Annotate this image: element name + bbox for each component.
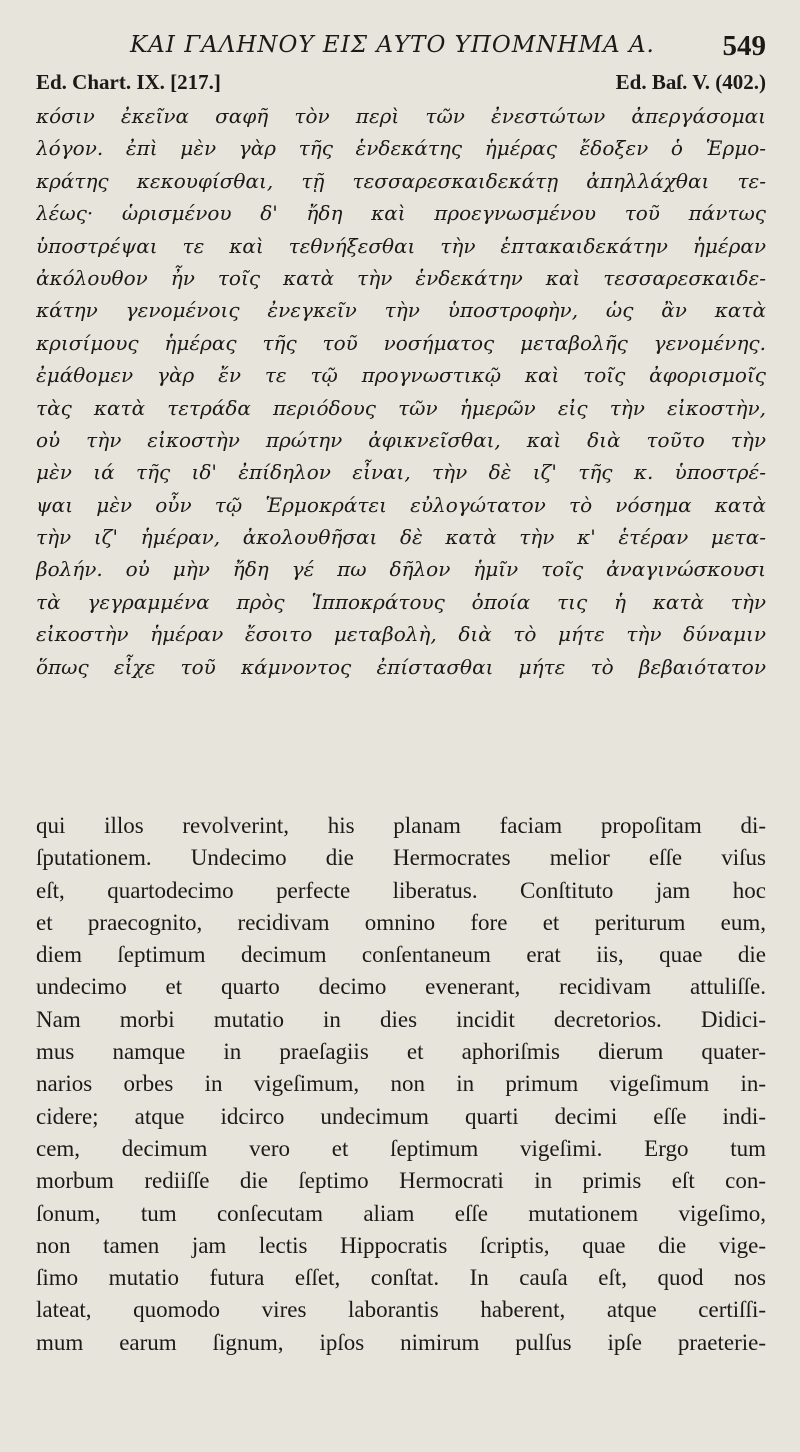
greek-text-block xyxy=(36,100,766,683)
greek-line: ὑποστρέψαι τε καὶ τεθνήξεσθαι τὴν ἑπτακαιδεκάτην ἡμέραν xyxy=(36,233,766,258)
latin-line: et praecognito, recidivam omnino fore et periturum eum, xyxy=(36,909,766,935)
greek-line: ψαι μὲν οὖν τῷ Ἑρμοκράτει εὐλογώτατον τὸ νόσημα κατὰ xyxy=(36,492,766,517)
latin-line: non tamen jam lectis Hippocratis ſcriptis, quae die vige- xyxy=(36,1232,766,1258)
greek-line: μὲν ιά τῆς ιδ' ἐπίδηλον εἶναι, τὴν δὲ ιζ' τῆς κ. ὑποστρέ- xyxy=(36,460,766,485)
greek-line: εἰκοστὴν ἡμέραν ἔσοιτο μεταβολὴ, διὰ τὸ μήτε τὴν δύναμιν xyxy=(36,622,766,647)
running-head xyxy=(0,30,800,70)
greek-line: κάτην γενομένοις ἐνεγκεῖν τὴν ὑποστροφὴν, ὡς ἂν κατὰ xyxy=(36,298,766,323)
latin-text-block xyxy=(36,810,766,1359)
latin-line: cem, decimum vero et ſeptimum vigeſimi. Ergo tum xyxy=(36,1135,766,1161)
latin-line: narios orbes in vigeſimum, non in primum vigeſimum in- xyxy=(36,1071,766,1097)
latin-line: ſimo mutatio futura eſſet, conſtat. In cauſa eſt, quod nos xyxy=(36,1265,766,1291)
latin-line: Nam morbi mutatio in dies incidit decretorios. Didici- xyxy=(36,1006,766,1032)
greek-line: οὐ τὴν εἰκοστὴν πρώτην ἀφικνεῖσθαι, καὶ διὰ τοῦτο τὴν xyxy=(36,427,766,452)
edition-reference-chartier: Ed. Chart. IX. [217.] xyxy=(36,70,221,94)
greek-line: τὰς κατὰ τετράδα περιόδους τῶν ἡμερῶν εἰς τὴν εἰκοστὴν, xyxy=(36,395,766,420)
latin-line: mum earum ſignum, ipſos nimirum pulſus ipſe praeterie- xyxy=(36,1329,766,1355)
latin-line: mus namque in praeſagiis et aphoriſmis dierum quater- xyxy=(36,1039,766,1065)
edition-reference-basel: Ed. Baſ. V. (402.) xyxy=(615,70,766,94)
greek-line: κόσιν ἐκεῖνα σαφῆ τὸν περὶ τῶν ἐνεστώτων ἀπεργάσομαι xyxy=(36,104,766,128)
edition-references xyxy=(36,70,766,100)
greek-line: λέως· ὡρισμένου δ' ἤδη καὶ προεγνωσμένου τοῦ πάντως xyxy=(36,201,766,226)
greek-line: ἐμάθομεν γὰρ ἔν τε τῷ προγνωστικῷ καὶ τοῖς ἀφορισμοῖς xyxy=(36,363,766,388)
latin-line: diem ſeptimum decimum conſentaneum erat iis, quae die xyxy=(36,942,766,968)
greek-line: ὅπως εἶχε τοῦ κάμνοντος ἐπίστασθαι μήτε τὸ βεβαιότατον xyxy=(36,654,766,679)
greek-line: κρισίμους ἡμέρας τῆς τοῦ νοσήματος μεταβολῆς γενομένης. xyxy=(36,330,766,355)
latin-line: lateat, quomodo vires laborantis haberent, atque certiſſi- xyxy=(36,1297,766,1323)
greek-line: τὴν ιζ' ἡμέραν, ἀκολουθῆσαι δὲ κατὰ τὴν κ' ἑτέραν μετα- xyxy=(36,525,766,550)
latin-line: ſputationem. Undecimo die Hermocrates melior eſſe viſus xyxy=(36,845,766,871)
greek-line: ἀκόλουθον ἦν τοῖς κατὰ τὴν ἑνδεκάτην καὶ τεσσαρεσκαιδε- xyxy=(36,265,766,290)
latin-line: eſt, quartodecimo perfecte liberatus. Conſtituto jam hoc xyxy=(36,877,766,903)
running-title: ΚΑΙ ΓΑΛΗΝΟΥ ΕΙΣ ΑΥΤΟ ΥΠΟΜΝΗΜΑ Α. xyxy=(130,32,655,58)
latin-line: qui illos revolverint, his planam faciam propoſitam di- xyxy=(36,813,766,838)
greek-line: λόγον. ἐπὶ μὲν γὰρ τῆς ἑνδεκάτης ἡμέρας ἔδοξεν ὁ Ἑρμο- xyxy=(36,136,766,161)
latin-line: undecimo et quarto decimo evenerant, recidivam attuliſſe. xyxy=(36,974,766,1000)
latin-line: morbum rediiſſe die ſeptimo Hermocrati in primis eſt con- xyxy=(36,1168,766,1194)
greek-line: τὰ γεγραμμένα πρὸς Ἱπποκράτους ὁποία τις ἡ κατὰ τὴν xyxy=(36,589,766,614)
greek-line: κράτης κεκουφίσθαι, τῇ τεσσαρεσκαιδεκάτῃ ἀπηλλάχθαι τε- xyxy=(36,168,766,193)
latin-line: cidere; atque idcirco undecimum quarti decimi eſſe indi- xyxy=(36,1103,766,1129)
greek-line: βολήν. οὐ μὴν ἤδη γέ πω δῆλον ἡμῖν τοῖς ἀναγινώσκουσι xyxy=(36,557,766,582)
page-number: 549 xyxy=(722,30,766,62)
latin-line: ſonum, tum conſecutam aliam eſſe mutationem vigeſimo, xyxy=(36,1200,766,1226)
